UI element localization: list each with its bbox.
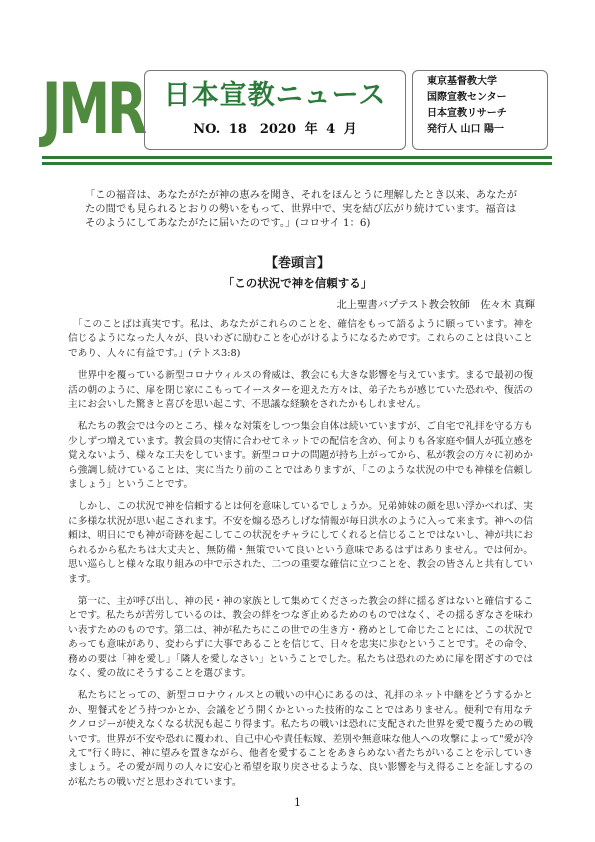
page-number: 1 (294, 796, 301, 809)
article-title: 「この状況で神を信頼する」 (222, 276, 373, 290)
article-paragraph: 私たちの教会では今のところ、様々な対策をしつつ集会自体は続いていますが、ご自宅で礼拝を守る方も少しずつ増えています。教会員の実情に合わせてネットでの配信を含め、何よりも各家庭や個人が孤立感を覚えないよう、様々な工夫をしています。新型コロナの問題が持ち上がってから、私が教会の方々に初めから強調し続けていることは、実に当たり前のことではありますが、「このような状況の中でも神様を信頼しましょう」ということです。 (68, 421, 533, 491)
publisher-line: 東京基督教大学 (427, 76, 497, 87)
newsletter-title: 日本宣教ニュース (163, 80, 387, 111)
article-paragraph: 世界中を覆っている新型コロナウィルスの脅威は、教会にも大きな影響を与えています。まるで最初の復活の朝のように、扉を閉じ家にこもってイースターを迎えた方々は、弟子たちが感じていた恐れや、復活の主にお会いした驚きと喜びを思い起こす、不思議な経験をされたかもしれません。 (68, 370, 533, 411)
article-body (68, 318, 533, 798)
publisher-line: 国際宣教センター (427, 92, 507, 103)
article-author: 北上聖書バプテスト教会牧師 佐々木 真輝 (336, 299, 535, 311)
publisher-line: 日本宣教リサーチ (427, 108, 507, 119)
jmr-logo: JMR (42, 69, 145, 151)
issue-line: NO. 18 2020 年 4 月 (193, 122, 357, 137)
masthead-rule-bottom (42, 162, 552, 165)
article-paragraph: 第一に、主が呼び出し、神の民・神の家族として集めてくださった教会の絆に揺るぎはないと確信することです。私たちが苦労しているのは、教会の絆をつなぎ止めるためのものではなく、その揺るぎなさを味わい表すためのものです。第二は、神が私たちにこの世での生き方・務めとして命じたことには、この状況であっても意味があり、変わらずに大事であることを信じて、日々を忠実に歩むということです。その命令、務めの要は「神を愛し」「隣人を愛しなさい」ということでした。私たちは恐れのために扉を閉ざすのではなく、愛の故にそうすることを選びます。 (68, 595, 533, 679)
article-paragraph: しかし、この状況で神を信頼するとは何を意味しているでしょうか。兄弟姉妹の顔を思い浮かべれば、実に多様な状況が思い起こされます。不安を煽る恐ろしげな情報が毎日洪水のように入って来ます。神への信頼は、明日にでも神が奇跡を起こしてこの状況をチャラにしてくれると信じることではないし、神が共におられるから私たちは大丈夫と、無防備・無策でいて良いという意味であるはずはありません。では何か。思い巡らしと様々な取り組みの中で示された、二つの重要な確信に立つことを、教会の皆さんと共有しています。 (68, 501, 533, 585)
section-heading: 【巻頭言】 (264, 256, 330, 271)
epigraph: 「この福音は、あなたがたが神の恵みを聞き、それをほんとうに理解したとき以来、あなたがたの間でも見られるとおりの勢いをもって、世界中で、実を結び広がり続けています。福音はそのようにしてあなたがたに届いたのです。」(コロサイ 1：6) (85, 189, 518, 229)
publisher-line: 発行人 山口 陽一 (427, 124, 504, 135)
title-box (144, 70, 406, 150)
publisher-box (412, 70, 548, 150)
article-paragraph: 私たちにとっての、新型コロナウィルスとの戦いの中心にあるのは、礼拝のネット中継をどうするかとか、聖餐式をどう持つかとか、会議をどう開くかといった技術的なことではありません。便利で有用なテクノロジーが使えなくなる状況も起こり得ます。私たちの戦いは恐れに支配された世界を愛で覆うための戦いです。世界が不安や恐れに覆われ、自己中心や責任転嫁、差別や無意味な他人への攻撃によって"愛が冷えて"行く時に、神に望みを置きながら、他者を愛することをあきらめない者たちがいることを示していきましょう。その愛が周りの人々に安心と希望を取り戻させるような、良い影響を与え得ることを証しするのが私たちの戦いだと思わされています。 (68, 690, 533, 788)
masthead-rule-top (42, 156, 552, 159)
article-paragraph: 「このことばは真実です。私は、あなたがこれらのことを、確信をもって語るように願っています。神を信じるようになった人々が、良いわざに励むことを心がけるようになるためです。これらのことは良いことであり、人々に有益です。」(テトス3:8) (68, 319, 533, 359)
